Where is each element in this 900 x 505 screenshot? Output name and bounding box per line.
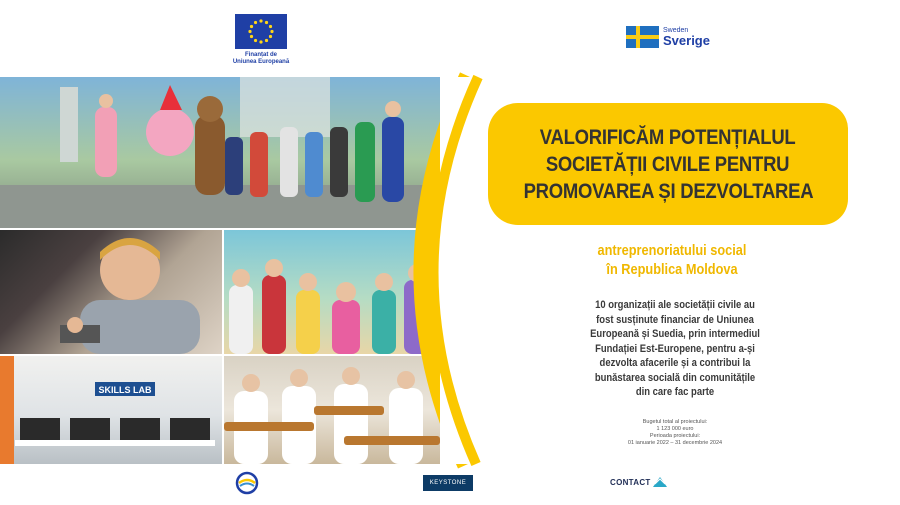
contact-mountain-icon xyxy=(653,477,667,487)
headline-line-1: VALORIFICĂM POTENȚIALUL xyxy=(540,124,796,149)
photo-collage xyxy=(0,77,440,464)
subtitle xyxy=(552,242,792,280)
skills-lab-sign: SKILLS LAB xyxy=(98,385,152,395)
description-line-5: dezvolta afacerile și a contribui la xyxy=(599,357,751,369)
contact-logo-text: CONTACT xyxy=(610,477,651,487)
sweden-label: Sweden xyxy=(663,27,689,34)
subtitle-line-1: antreprenoriatului social xyxy=(597,243,747,259)
contact-logo xyxy=(610,477,667,487)
keystone-logo: KEYSTONE xyxy=(423,475,473,491)
eu-caption-line2: Uniunea Europeană xyxy=(232,59,290,65)
photo-children-with-mascots xyxy=(0,77,440,228)
sverige-label: Sverige xyxy=(663,33,710,48)
sweden-flag-icon xyxy=(626,26,659,48)
description-text xyxy=(540,298,810,400)
description-line-7: din care fac parte xyxy=(635,386,715,398)
photo-kids-with-robots xyxy=(224,230,440,354)
headline-banner xyxy=(488,103,848,225)
eu-flag-icon xyxy=(235,14,287,49)
eu-funding-logo xyxy=(226,14,296,66)
period-label: Perioada proiectului: xyxy=(649,433,701,439)
description-line-6: bunăstarea socială din comunitățile xyxy=(594,371,756,384)
foundation-logo-icon xyxy=(235,471,259,495)
headline-line-2: SOCIETĂȚII CIVILE PENTRU xyxy=(546,151,790,176)
project-meta xyxy=(580,419,770,447)
eu-caption-line1: Finanțat de xyxy=(244,52,277,58)
subtitle-line-2: în Republica Moldova xyxy=(606,262,738,278)
period-value: 01 ianuarie 2022 – 31 decembrie 2024 xyxy=(627,440,723,446)
description-line-3: Europeană și Suedia, prin intermediul xyxy=(590,328,760,340)
headline-line-3: PROMOVAREA ȘI DEZVOLTAREA xyxy=(523,178,813,203)
description-line-4: Fundației Est-Europene, pentru a-și xyxy=(595,342,755,355)
description-line-1: 10 organizații ale societății civile au xyxy=(595,299,755,311)
budget-label: Bugetul total al proiectului: xyxy=(642,419,708,425)
sweden-logo xyxy=(626,26,710,48)
photo-boy-with-robot-kit xyxy=(0,230,222,354)
description-line-2: fost susținute financiar de Uniunea xyxy=(596,313,754,326)
photo-bakery-workers xyxy=(224,356,440,464)
photo-skills-lab-classroom xyxy=(0,356,222,464)
budget-value: 1 123 000 euro xyxy=(656,426,694,432)
